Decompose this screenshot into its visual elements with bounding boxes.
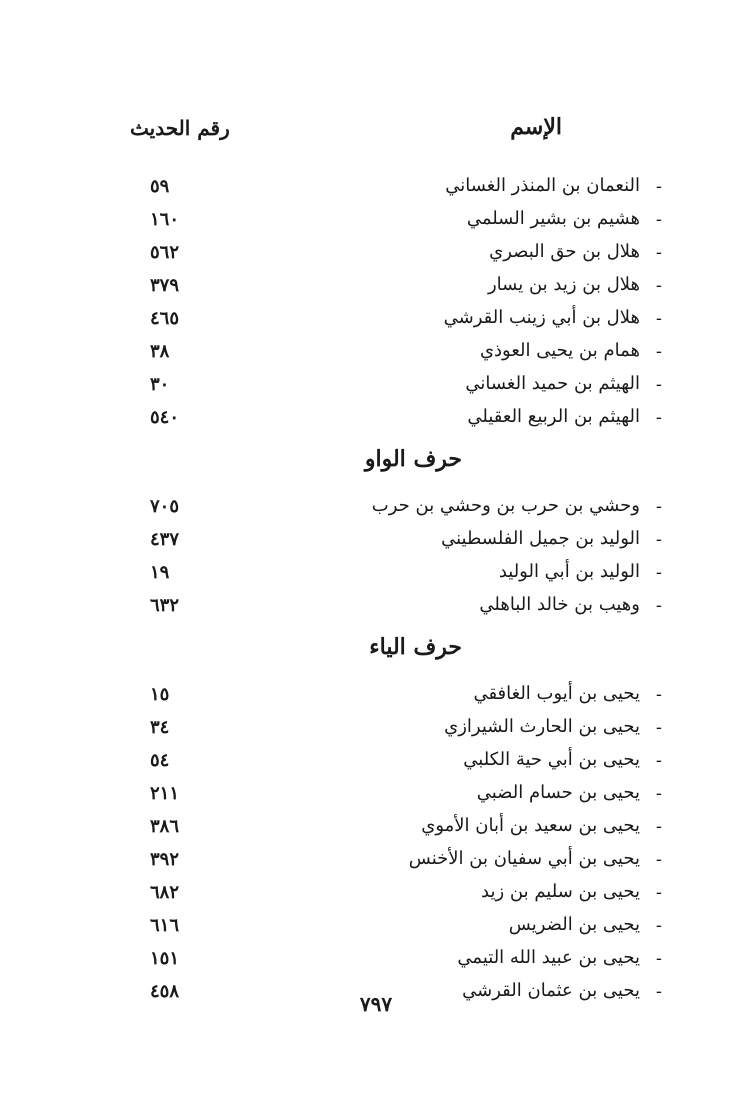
narrator-name: الوليد بن أبي الوليد	[498, 561, 640, 582]
dash-marker: -	[655, 684, 662, 705]
hadith-number: ٣٤	[150, 717, 170, 738]
narrator-name: هلال بن زيد بن يسار	[487, 274, 640, 295]
dash-marker: -	[655, 882, 662, 903]
hadith-number: ٥٩	[150, 176, 170, 197]
dash-marker: -	[655, 981, 662, 1002]
dash-marker: -	[655, 176, 662, 197]
dash-marker: -	[655, 562, 662, 583]
hadith-number: ٣٧٩	[150, 275, 180, 296]
narrator-name: يحيى بن عثمان القرشي	[462, 980, 640, 1001]
narrator-name: يحيى بن أيوب الغافقي	[473, 683, 640, 704]
narrator-name: يحيى بن سعيد بن أبان الأموي	[421, 815, 640, 836]
list-item	[150, 680, 662, 713]
list-item	[150, 944, 662, 977]
dash-marker: -	[655, 717, 662, 738]
list-item	[150, 525, 662, 558]
dash-marker: -	[655, 849, 662, 870]
dash-marker: -	[655, 595, 662, 616]
hadith-number: ٤٣٧	[150, 529, 180, 550]
hadith-number-column-label: رقم الحديث	[130, 116, 230, 140]
dash-marker: -	[655, 783, 662, 804]
dash-marker: -	[655, 209, 662, 230]
narrator-name: وحشي بن حرب بن وحشي بن حرب	[371, 495, 640, 516]
hadith-number: ٣٨	[150, 341, 170, 362]
hadith-number: ١٦٠	[150, 209, 180, 230]
list-item	[150, 304, 662, 337]
dash-marker: -	[655, 341, 662, 362]
list-item	[150, 746, 662, 779]
hadith-number: ٣٩٢	[150, 849, 180, 870]
narrator-name: يحيى بن الحارث الشيرازي	[444, 716, 640, 737]
list-item	[150, 558, 662, 591]
dash-marker: -	[655, 529, 662, 550]
narrator-name: يحيى بن أبي سفيان بن الأخنس	[408, 848, 640, 869]
dash-marker: -	[655, 407, 662, 428]
narrator-name: الهيثم بن الربيع العقيلي	[467, 406, 640, 427]
section-heading-text: حرف الياء	[369, 634, 462, 660]
page-number: ٧٩٧	[359, 992, 393, 1016]
hadith-number: ٣٠	[150, 374, 170, 395]
dash-marker: -	[655, 496, 662, 517]
hadith-number: ١٥١	[150, 948, 180, 969]
dash-marker: -	[655, 275, 662, 296]
list-item	[150, 779, 662, 812]
narrator-name: هلال بن حق البصري	[489, 241, 640, 262]
column-header	[130, 114, 562, 148]
hadith-number: ١٥	[150, 684, 170, 705]
dash-marker: -	[655, 948, 662, 969]
hadith-number: ٣٨٦	[150, 816, 180, 837]
hadith-number: ٦٣٢	[150, 595, 180, 616]
narrator-name: همام بن يحيى العوذي	[479, 340, 640, 361]
hadith-number: ٥٦٢	[150, 242, 180, 263]
section-heading-text: حرف الواو	[364, 446, 462, 472]
hadith-number: ١٩	[150, 562, 170, 583]
list-item	[150, 713, 662, 746]
list-item	[150, 591, 662, 624]
narrator-name: الهيثم بن حميد الغساني	[465, 373, 640, 394]
narrator-name: وهيب بن خالد الباهلي	[479, 594, 640, 615]
hadith-number: ٢١١	[150, 783, 180, 804]
dash-marker: -	[655, 242, 662, 263]
dash-marker: -	[655, 750, 662, 771]
list-item	[150, 911, 662, 944]
list-item	[150, 370, 662, 403]
hadith-number: ٧٠٥	[150, 496, 180, 517]
dash-marker: -	[655, 915, 662, 936]
name-column-label: الإسم	[510, 114, 562, 140]
index-list	[150, 172, 662, 1010]
hadith-number: ٥٤٠	[150, 407, 180, 428]
hadith-number: ٦٨٢	[150, 882, 180, 903]
list-item	[150, 172, 662, 205]
dash-marker: -	[655, 816, 662, 837]
narrator-name: يحيى بن حسام الضبي	[476, 782, 640, 803]
narrator-name: يحيى بن سليم بن زيد	[481, 881, 640, 902]
dash-marker: -	[655, 308, 662, 329]
list-item	[150, 271, 662, 304]
hadith-number: ٦١٦	[150, 915, 180, 936]
list-item	[150, 403, 662, 436]
section-heading-waw	[150, 436, 662, 492]
narrator-name: النعمان بن المنذر الغساني	[445, 175, 640, 196]
list-item	[150, 492, 662, 525]
list-item	[150, 812, 662, 845]
list-item	[150, 337, 662, 370]
narrator-name: الوليد بن جميل الفلسطيني	[441, 528, 640, 549]
narrator-name: هلال بن أبي زينب القرشي	[443, 307, 640, 328]
list-item	[150, 845, 662, 878]
narrator-name: يحيى بن الضريس	[508, 914, 640, 935]
list-item	[150, 205, 662, 238]
list-item	[150, 878, 662, 911]
section-heading-ya	[150, 624, 662, 680]
hadith-number: ٤٥٨	[150, 981, 180, 1002]
hadith-number: ٥٤	[150, 750, 170, 771]
list-item	[150, 238, 662, 271]
narrator-name: يحيى بن أبي حية الكلبي	[463, 749, 640, 770]
narrator-name: هشيم بن بشير السلمي	[466, 208, 640, 229]
narrator-name: يحيى بن عبيد الله التيمي	[457, 947, 640, 968]
hadith-number: ٤٦٥	[150, 308, 180, 329]
dash-marker: -	[655, 374, 662, 395]
